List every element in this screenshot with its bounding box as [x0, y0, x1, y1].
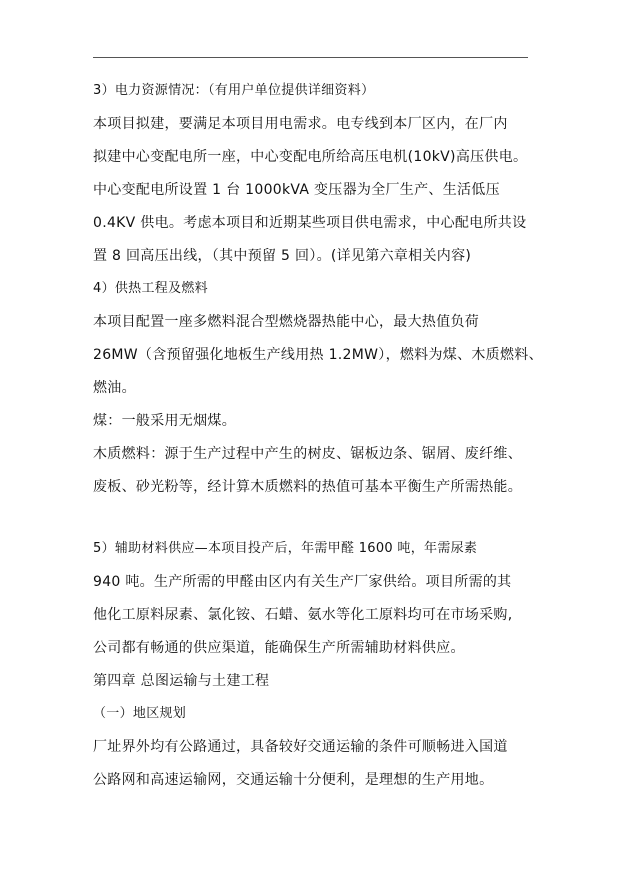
section-heading-power: 3）电力资源情况：（有用户单位提供详细资料）	[93, 83, 375, 98]
paragraph-line: 废板、砂光粉等，经计算木质燃料的热值可基本平衡生产所需热能。	[93, 479, 522, 495]
paragraph-line: 0.4KV 供电。考虑本项目和近期某些项目供电需求，中心配电所共设	[93, 215, 527, 231]
paragraph-line: 本项目配置一座多燃料混合型燃烧器热能中心，最大热值负荷	[93, 314, 480, 330]
header-rule	[93, 57, 528, 58]
chapter-heading: 第四章 总图运输与土建工程	[93, 673, 270, 689]
paragraph-line: 煤：一般采用无烟煤。	[93, 413, 236, 429]
paragraph-line: 940 吨。生产所需的甲醛由区内有关生产厂家供给。项目所需的其	[93, 574, 512, 590]
paragraph-line: 厂址界外均有公路通过，具备较好交通运输的条件可顺畅进入国道	[93, 739, 508, 755]
paragraph-line: 中心变配电所设置 1 台 1000kVA 变压器为全厂生产、生活低压	[93, 182, 500, 198]
paragraph-line: 公司都有畅通的供应渠道，能确保生产所需辅助材料供应。	[93, 640, 465, 656]
subsection-heading: （一）地区规划	[93, 706, 187, 721]
section-heading-heating: 4）供热工程及燃料	[93, 281, 208, 296]
paragraph-line: 拟建中心变配电所一座，中心变配电所给高压电机(10kV)高压供电。	[93, 149, 528, 165]
section-heading-materials: 5）辅助材料供应—本项目投产后，年需甲醛 1600 吨，年需尿素	[93, 541, 478, 556]
paragraph-line: 26MW（含预留强化地板生产线用热 1.2MW），燃料为煤、木质燃料、	[93, 347, 543, 363]
paragraph-line: 他化工原料尿素、氯化铵、石蜡、氨水等化工原料均可在市场采购,	[93, 607, 513, 623]
paragraph-line: 置 8 回高压出线，（其中预留 5 回）。(详见第六章相关内容)	[93, 248, 472, 264]
paragraph-line: 木质燃料：源于生产过程中产生的树皮、锯板边条、锯屑、废纤维、	[93, 446, 522, 462]
paragraph-line: 本项目拟建，要满足本项目用电需求。电专线到本厂区内，在厂内	[93, 116, 508, 132]
paragraph-line: 燃油。	[93, 380, 136, 396]
paragraph-line: 公路网和高速运输网，交通运输十分便利，是理想的生产用地。	[93, 772, 494, 788]
